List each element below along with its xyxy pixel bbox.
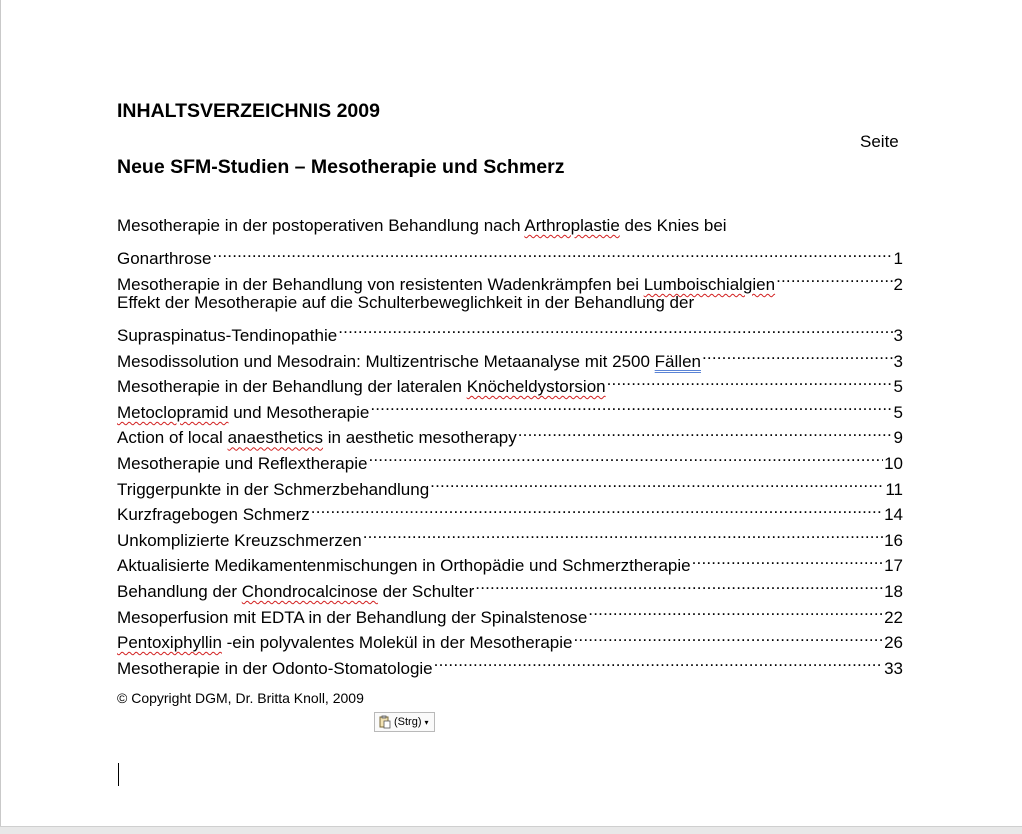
toc-entry-page: 9 (893, 428, 903, 448)
toc-entry-page: 26 (884, 633, 903, 653)
toc-entry-page: 14 (884, 505, 903, 525)
table-of-contents (117, 213, 903, 678)
toc-entry (117, 315, 903, 345)
toc-entry-line (117, 213, 903, 239)
section-title: Neue SFM-Studien – Mesotherapie und Schmerz (117, 156, 565, 178)
toc-entry-title: Action of local anaesthetics in aesthetic mesotherapy (117, 428, 517, 448)
paste-shortcut-label: (Strg) (394, 716, 422, 728)
toc-entry-first-line: Mesotherapie in der postoperativen Behandlung nach Arthroplastie des Knies bei (117, 216, 727, 235)
toc-entry-page: 17 (884, 556, 903, 576)
toc-entry-page: 18 (884, 581, 903, 601)
dot-leader (368, 443, 883, 469)
clipboard-icon (378, 715, 392, 729)
dot-leader (338, 315, 892, 341)
text-cursor (118, 763, 119, 786)
toc-entry-page: 1 (893, 249, 903, 269)
toc-entry-page: 33 (884, 658, 903, 678)
toc-entry (117, 264, 903, 294)
toc-entry-title: Mesotherapie in der Behandlung von resistenten Wadenkrämpfen bei Lumboischialgien (117, 274, 776, 294)
toc-entry-title: Kurzfragebogen Schmerz (117, 505, 310, 525)
toc-entry-title: Supraspinatus-Tendinopathie (117, 325, 338, 345)
toc-entry-page: 5 (893, 402, 903, 422)
toc-entry-line (117, 290, 903, 316)
toc-entry-title: Mesotherapie und Reflextherapie (117, 453, 368, 473)
toc-entry-first-line: Effekt der Mesotherapie auf die Schulterbeweglichkeit in der Behandlung der (117, 292, 695, 312)
paste-options-button[interactable] (374, 712, 435, 732)
dot-leader (702, 341, 893, 367)
toc-entry-title: Pentoxiphyllin -ein polyvalentes Molekül in der Mesotherapie (117, 633, 573, 653)
toc-entry-page: 5 (893, 377, 903, 397)
toc-entry-title: Gonarthrose (117, 249, 212, 269)
dot-leader (475, 571, 883, 597)
dot-leader (213, 239, 893, 265)
dot-leader (573, 623, 883, 649)
dot-leader (692, 546, 883, 572)
dot-leader (370, 392, 892, 418)
toc-entry-title: Triggerpunkte in der Schmerzbehandlung (117, 479, 430, 499)
toc-entry-page: 11 (885, 479, 903, 499)
document-title: INHALTSVERZEICHNIS 2009 (117, 100, 380, 122)
chevron-down-icon: ▾ (424, 717, 429, 727)
toc-entry-title: Unkomplizierte Kreuzschmerzen (117, 530, 362, 550)
dot-leader (363, 520, 883, 546)
page-column-label: Seite (860, 132, 899, 151)
toc-entry-title: Mesodissolution und Mesodrain: Multizentrische Metaanalyse mit 2500 Fällen (117, 351, 701, 371)
dot-leader (311, 495, 883, 521)
toc-entry-page: 3 (893, 325, 903, 345)
toc-entry (117, 239, 903, 269)
copyright-notice: © Copyright DGM, Dr. Britta Knoll, 2009 (117, 690, 364, 706)
toc-entry-page: 10 (884, 453, 903, 473)
toc-entry-page: 16 (884, 530, 903, 550)
dot-leader (430, 469, 884, 495)
toc-entry-page: 3 (893, 351, 903, 371)
toc-entry-title: Mesotherapie in der Behandlung der lateralen Knöcheldystorsion (117, 377, 606, 397)
toc-entry-title: Behandlung der Chondrocalcinose der Schulter (117, 581, 475, 601)
toc-entry-title: Mesotherapie in der Odonto-Stomatologie (117, 658, 433, 678)
dot-leader (588, 597, 883, 623)
toc-entry-page: 22 (884, 607, 903, 627)
toc-entry-page: 2 (893, 274, 903, 294)
dot-leader (776, 264, 892, 290)
toc-entry-title: Mesoperfusion mit EDTA in der Behandlung der Spinalstenose (117, 607, 588, 627)
toc-entry-title: Aktualisierte Medikamentenmischungen in Orthopädie und Schmerztherapie (117, 556, 691, 576)
dot-leader (518, 418, 893, 444)
dot-leader (434, 648, 883, 674)
toc-entry-title: Metoclopramid und Mesotherapie (117, 402, 370, 422)
page-left-border (0, 0, 1, 833)
dot-leader (607, 367, 893, 393)
